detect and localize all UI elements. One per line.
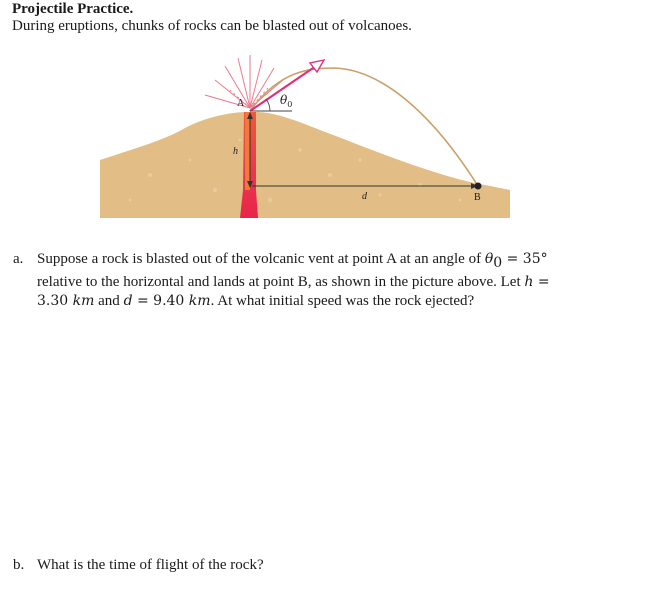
label-theta-sub: 0 [287, 100, 293, 109]
question-a-line-2 [37, 273, 550, 292]
question-b [13, 556, 653, 576]
page-title: Projectile Practice. [12, 1, 134, 17]
question-a [13, 250, 653, 310]
label-d: d [362, 191, 367, 202]
point-b-marker [475, 183, 482, 190]
volcano-figure [0, 0, 662, 240]
question-a-text [37, 250, 550, 311]
label-a: A [237, 98, 245, 109]
mountain-shape [100, 112, 510, 218]
h-unit: km [72, 293, 95, 309]
d-unit: km [188, 293, 211, 309]
vent-highlight [245, 112, 250, 190]
label-h: h [233, 146, 238, 157]
question-a-line-1-text: Suppose a rock is blasted out of the volcanic vent at point A at an angle of [37, 251, 485, 267]
question-a-ask: . At what initial speed was the rock ejected? [210, 293, 475, 309]
question-a-line-3 [37, 292, 550, 311]
h-variable: h [524, 274, 534, 290]
question-b-letter: b. [13, 557, 25, 573]
angle-value: = 35° [502, 251, 548, 267]
label-b: B [474, 192, 481, 203]
theta-symbol: θ [484, 251, 494, 267]
h-value: 3.30 [37, 293, 73, 309]
h-equals: = [533, 274, 550, 290]
question-a-line-2-text: relative to the horizontal and lands at point B, as shown in the picture above. Let [37, 274, 525, 290]
question-b-text: What is the time of flight of the rock? [37, 557, 264, 573]
label-theta [280, 93, 292, 109]
theta-subscript: 0 [493, 255, 503, 271]
d-value: = 9.40 [132, 293, 189, 309]
question-a-line-1 [37, 250, 550, 273]
label-theta-symbol: θ [280, 93, 288, 107]
d-variable: d [123, 293, 133, 309]
and-word: and [94, 293, 124, 309]
question-a-letter: a. [13, 251, 24, 267]
intro-text: During eruptions, chunks of rocks can be blasted out of volcanoes. [12, 18, 412, 34]
